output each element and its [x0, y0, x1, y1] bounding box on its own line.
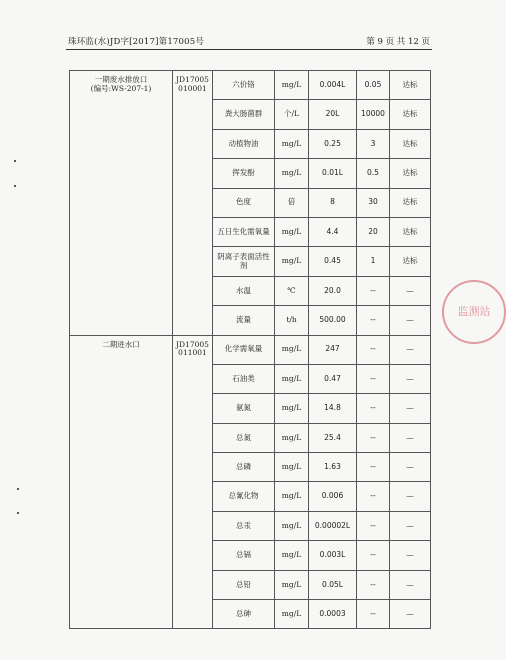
limit-value: --: [357, 364, 390, 393]
compliance-result: —: [390, 423, 431, 452]
compliance-result: 达标: [390, 188, 431, 217]
compliance-result: 达标: [390, 159, 431, 188]
parameter-name: 色度: [213, 188, 275, 217]
unit: mg/L: [275, 423, 309, 452]
limit-value: 0.05: [357, 71, 390, 100]
sampling-location: 一期废水排放口 (编号:WS-207-1): [70, 71, 173, 336]
unit: mg/L: [275, 482, 309, 511]
unit: mg/L: [275, 394, 309, 423]
parameter-name: 氨氮: [213, 394, 275, 423]
measured-value: 0.45: [309, 247, 357, 276]
parameter-name: 总氮: [213, 423, 275, 452]
header-divider: [66, 49, 432, 50]
compliance-result: —: [390, 335, 431, 364]
unit: mg/L: [275, 129, 309, 158]
measured-value: 0.47: [309, 364, 357, 393]
unit: mg/L: [275, 159, 309, 188]
unit: 个/L: [275, 100, 309, 129]
table-row: [70, 71, 431, 100]
measured-value: 0.006: [309, 482, 357, 511]
unit: ℃: [275, 276, 309, 305]
parameter-name: 总氰化物: [213, 482, 275, 511]
limit-value: 10000: [357, 100, 390, 129]
compliance-result: —: [390, 541, 431, 570]
limit-value: --: [357, 541, 390, 570]
compliance-result: —: [390, 570, 431, 599]
parameter-name: 动植物油: [213, 129, 275, 158]
compliance-result: —: [390, 453, 431, 482]
limit-value: --: [357, 570, 390, 599]
compliance-result: —: [390, 364, 431, 393]
limit-value: --: [357, 423, 390, 452]
sampling-location: 二期进水口: [70, 335, 173, 629]
limit-value: --: [357, 482, 390, 511]
scan-mark: [17, 512, 19, 514]
measured-value: 0.01L: [309, 159, 357, 188]
parameter-name: 挥发酚: [213, 159, 275, 188]
parameter-name: 流量: [213, 306, 275, 335]
parameter-name: 化学需氧量: [213, 335, 275, 364]
parameter-name: 总砷: [213, 600, 275, 629]
unit: t/h: [275, 306, 309, 335]
compliance-result: —: [390, 306, 431, 335]
measured-value: 1.63: [309, 453, 357, 482]
parameter-name: 石油类: [213, 364, 275, 393]
official-seal: 监测站: [442, 280, 506, 344]
scan-mark: [14, 185, 16, 187]
compliance-result: 达标: [390, 100, 431, 129]
measured-value: 0.003L: [309, 541, 357, 570]
limit-value: --: [357, 276, 390, 305]
limit-value: --: [357, 600, 390, 629]
compliance-result: —: [390, 394, 431, 423]
unit: mg/L: [275, 570, 309, 599]
table-row: [70, 335, 431, 364]
sample-id: JD17005 011001: [173, 335, 213, 629]
parameter-name: 总汞: [213, 511, 275, 540]
limit-value: --: [357, 306, 390, 335]
unit: mg/L: [275, 600, 309, 629]
measured-value: 0.00002L: [309, 511, 357, 540]
limit-value: 20: [357, 217, 390, 246]
measured-value: 14.8: [309, 394, 357, 423]
unit: mg/L: [275, 364, 309, 393]
measured-value: 20L: [309, 100, 357, 129]
parameter-name: 总铅: [213, 570, 275, 599]
compliance-result: 达标: [390, 217, 431, 246]
measured-value: 0.0003: [309, 600, 357, 629]
measured-value: 0.05L: [309, 570, 357, 599]
scan-mark: [14, 160, 16, 162]
measured-value: 247: [309, 335, 357, 364]
measured-value: 20.0: [309, 276, 357, 305]
compliance-result: 达标: [390, 71, 431, 100]
unit: mg/L: [275, 453, 309, 482]
unit: mg/L: [275, 71, 309, 100]
compliance-result: 达标: [390, 129, 431, 158]
parameter-name: 粪大肠菌群: [213, 100, 275, 129]
parameter-name: 总磷: [213, 453, 275, 482]
report-number: 珠环监(水)JD字[2017]第17005号: [68, 37, 205, 47]
scan-mark: [17, 488, 19, 490]
unit: mg/L: [275, 541, 309, 570]
compliance-result: —: [390, 482, 431, 511]
limit-value: --: [357, 394, 390, 423]
parameter-name: 五日生化需氧量: [213, 217, 275, 246]
unit: mg/L: [275, 217, 309, 246]
unit: 倍: [275, 188, 309, 217]
parameter-name: 六价铬: [213, 71, 275, 100]
compliance-result: 达标: [390, 247, 431, 276]
measured-value: 0.25: [309, 129, 357, 158]
measured-value: 0.004L: [309, 71, 357, 100]
measured-value: 500.00: [309, 306, 357, 335]
sample-id: JD17005 010001: [173, 71, 213, 336]
compliance-result: —: [390, 511, 431, 540]
page-indicator: 第 9 页 共 12 页: [366, 37, 430, 47]
measured-value: 25.4: [309, 423, 357, 452]
unit: mg/L: [275, 511, 309, 540]
limit-value: 1: [357, 247, 390, 276]
parameter-name: 水温: [213, 276, 275, 305]
limit-value: --: [357, 511, 390, 540]
limit-value: 0.5: [357, 159, 390, 188]
limit-value: 3: [357, 129, 390, 158]
unit: mg/L: [275, 335, 309, 364]
parameter-name: 阴离子表面活性剂: [213, 247, 275, 276]
limit-value: --: [357, 335, 390, 364]
limit-value: 30: [357, 188, 390, 217]
monitoring-results-table: [69, 70, 431, 629]
unit: mg/L: [275, 247, 309, 276]
parameter-name: 总镉: [213, 541, 275, 570]
measured-value: 8: [309, 188, 357, 217]
limit-value: --: [357, 453, 390, 482]
compliance-result: —: [390, 600, 431, 629]
measured-value: 4.4: [309, 217, 357, 246]
compliance-result: —: [390, 276, 431, 305]
